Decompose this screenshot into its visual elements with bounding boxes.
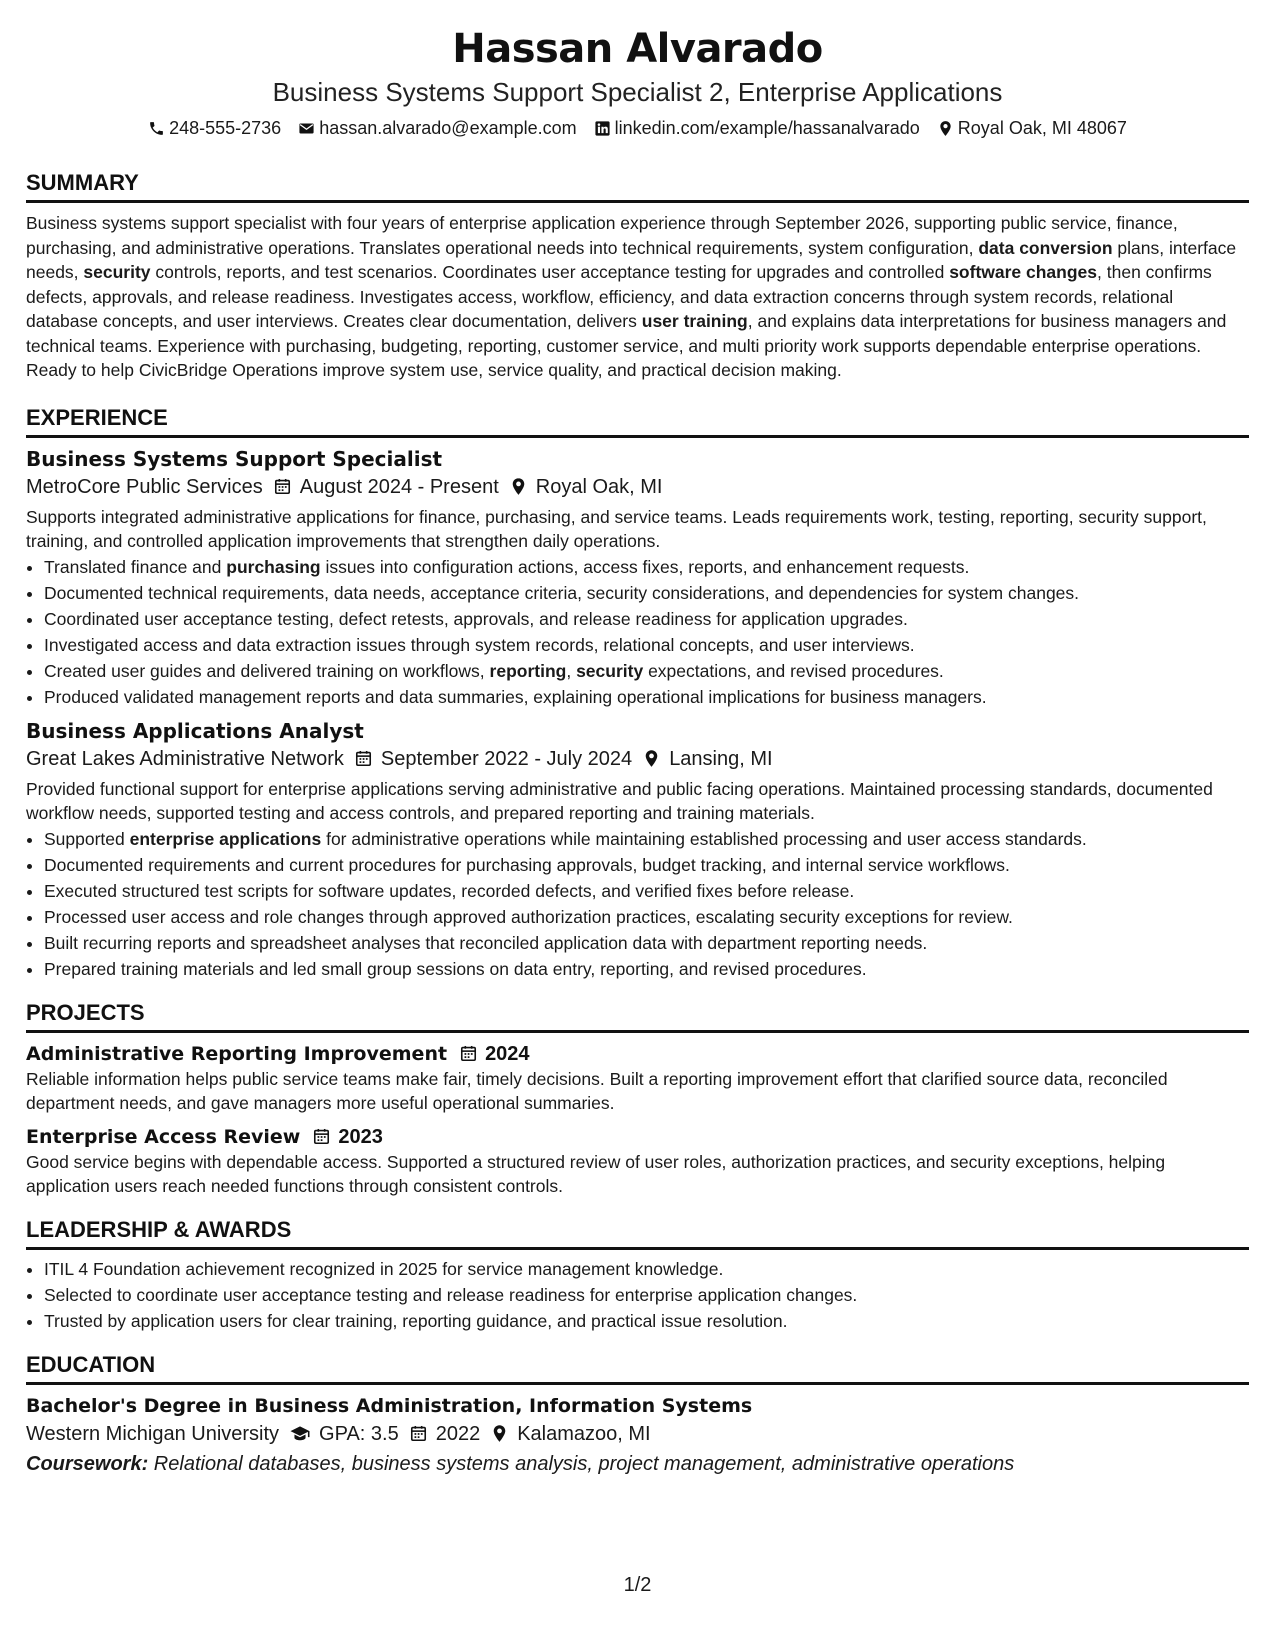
job-bullet: • Investigated access and data extraction issues through system records, relational concepts, and user interviews. (44, 632, 1249, 658)
job-bullet: • Documented technical requirements, data needs, acceptance criteria, security considerations, and dependencies for system changes. (44, 580, 1249, 606)
bullet-text: , (566, 660, 577, 681)
job-bullet: • Coordinated user acceptance testing, defect retests, approvals, and release readiness for application upgrades. (44, 606, 1249, 632)
experience-heading: EXPERIENCE (26, 405, 1249, 438)
leadership-item: • Selected to coordinate user acceptance testing and release readiness for enterprise application changes. (44, 1282, 1249, 1308)
leadership-list (26, 1256, 1249, 1334)
summary-part: , then confirms defects, approvals, and release readiness. Investigates access, workflow, efficiency, and data extraction concerns through system records, relational database concepts, and user interviews. Creates clear documentation, delivers (26, 262, 1212, 331)
education-heading: EDUCATION (26, 1352, 1249, 1385)
bullet-keyword: enterprise applications (129, 828, 322, 849)
contact-linkedin[interactable] (594, 116, 920, 140)
company-name: Great Lakes Administrative Network (26, 747, 344, 770)
job-meta (26, 744, 1249, 774)
leadership-item: • ITIL 4 Foundation achievement recognized in 2025 for service management knowledge. (44, 1256, 1249, 1282)
linkedin-text[interactable]: linkedin.com/example/hassanalvarado (614, 118, 920, 138)
bullet-text: expectations, and revised procedures. (643, 660, 944, 681)
job-description: Supports integrated administrative applications for finance, purchasing, and service teams. Leads requirements work, testing, reporting, security support, training, and controlled application improvements that strengthen daily operations. (26, 506, 1207, 551)
education-section (26, 1352, 1249, 1479)
job-title: Business Systems Support Specialist (26, 446, 443, 471)
education-meta (26, 1419, 1249, 1449)
gpa-text: GPA: 3.5 (319, 1422, 399, 1445)
bullet-keyword: purchasing (226, 556, 321, 577)
leadership-heading: LEADERSHIP & AWARDS (26, 1217, 1249, 1250)
job-bullet (44, 658, 1249, 684)
project-year-text: 2024 (485, 1042, 530, 1065)
bullet-text: issues into configuration actions, access fixes, reports, and enhancement requests. (320, 556, 970, 577)
graduation-cap-icon (289, 1424, 311, 1443)
summary-part: controls, reports, and test scenarios. Coordinates user acceptance testing for upgrades and controlled (150, 262, 950, 282)
phone-text: 248-555-2736 (169, 118, 282, 138)
school-name: Western Michigan University (26, 1422, 280, 1445)
page-number: 1/2 (623, 1574, 652, 1596)
contact-phone (148, 116, 281, 140)
job-bullets (26, 826, 1249, 982)
resume-header (26, 24, 1249, 140)
calendar-icon (273, 477, 292, 496)
coursework-text: Relational databases, business systems analysis, project management, administrative operations (148, 1452, 1015, 1475)
location-text: Royal Oak, MI 48067 (957, 118, 1127, 138)
summary-keyword: data conversion (978, 237, 1113, 258)
coursework (26, 1449, 1249, 1479)
job-location-text: Royal Oak, MI (535, 475, 663, 498)
job-bullet: • Executed structured test scripts for software updates, recorded defects, and verified fixes before release. (44, 878, 1249, 904)
leadership-item: • Trusted by application users for clear training, reporting guidance, and practical issue resolution. (44, 1308, 1249, 1334)
education-year (409, 1419, 481, 1449)
bullet-text: for administrative operations while maintaining established processing and user access standards. (321, 828, 1087, 849)
project-year (312, 1124, 383, 1150)
job-meta (26, 472, 1249, 502)
project-title: Administrative Reporting Improvement (26, 1042, 448, 1065)
project-title-row (26, 1041, 1249, 1067)
summary-part: Business systems support specialist with four years of enterprise application experience through September 2026, supporting public service, finance, purchasing, and administrative operations. Translates operational needs into technical requirements, system configuration, (26, 213, 1178, 258)
summary-keyword: user training (641, 311, 748, 331)
bullet-keyword: reporting (489, 660, 567, 681)
map-pin-icon (937, 120, 954, 137)
summary-part: , and explains data interpretations for business managers and technical teams. Experience with purchasing, budgeting, reporting, customer service, and multi priority work supports dependable enterprise operations. Ready to help CivicBridge Operations improve system use, service quality, and practical decision making. (26, 311, 1227, 380)
education-gpa (289, 1419, 399, 1449)
contact-email[interactable] (298, 116, 576, 140)
email-text[interactable]: hassan.alvarado@example.com (319, 118, 577, 138)
calendar-icon (312, 1127, 331, 1146)
summary-keyword: software changes (949, 262, 1098, 282)
envelope-icon (298, 120, 315, 137)
job-dates (273, 472, 499, 502)
job-bullet: • Produced validated management reports and data summaries, explaining operational implications for business managers. (44, 684, 1249, 710)
calendar-icon (354, 749, 373, 768)
job-dates (354, 744, 632, 774)
map-pin-icon (642, 749, 661, 768)
calendar-icon (409, 1424, 428, 1443)
job-title: Business Applications Analyst (26, 718, 364, 743)
job-description: Provided functional support for enterprise applications serving administrative and public facing operations. Maintained processing standards, documented workflow needs, supported testing and access controls, and prepared reporting and training materials. (26, 778, 1213, 823)
education-year-text: 2022 (435, 1422, 481, 1445)
job-bullet: • Prepared training materials and led small group sessions on data entry, reporting, and revised procedures. (44, 956, 1249, 982)
phone-icon (148, 120, 165, 137)
bullet-text: Supported (44, 828, 130, 849)
summary-part: plans, interface needs, (26, 237, 1237, 282)
project-description: Good service begins with dependable access. Supported a structured review of user roles, authorization practices, and security exceptions, helping application users reach needed functions through consistent controls. (26, 1151, 1166, 1196)
job-bullet (44, 826, 1249, 852)
job-location (509, 472, 663, 502)
project-title-row (26, 1124, 1249, 1150)
projects-section (26, 1000, 1249, 1199)
map-pin-icon (490, 1424, 509, 1443)
project-title: Enterprise Access Review (26, 1125, 301, 1148)
job-bullet: • Processed user access and role changes through approved authorization practices, escalating security exceptions for review. (44, 904, 1249, 930)
job-location (642, 744, 772, 774)
projects-heading: PROJECTS (26, 1000, 1249, 1033)
experience-entry (26, 718, 1249, 982)
bullet-text: Translated finance and (44, 556, 227, 577)
job-bullets (26, 554, 1249, 710)
project-entry (26, 1041, 1249, 1116)
project-entry (26, 1124, 1249, 1199)
job-bullet: • Documented requirements and current procedures for purchasing approvals, budget tracking, and internal service workflows. (44, 852, 1249, 878)
education-location-text: Kalamazoo, MI (517, 1422, 651, 1445)
bullet-text: Created user guides and delivered training on workflows, (44, 660, 490, 681)
job-dates-text: September 2022 - July 2024 (380, 747, 633, 770)
summary-text (26, 211, 1249, 383)
job-location-text: Lansing, MI (669, 747, 773, 770)
map-pin-icon (509, 477, 528, 496)
summary-section (26, 170, 1249, 383)
summary-heading: SUMMARY (26, 170, 1249, 203)
project-year-text: 2023 (338, 1125, 383, 1148)
leadership-section (26, 1217, 1249, 1334)
contact-location (937, 116, 1127, 140)
experience-section (26, 405, 1249, 982)
contact-bar (26, 116, 1249, 140)
job-bullet (44, 554, 1249, 580)
project-year (459, 1041, 530, 1067)
candidate-name: Hassan Alvarado (452, 26, 823, 72)
summary-keyword: security (83, 262, 151, 282)
degree-title: Bachelor's Degree in Business Administration, Information Systems (26, 1394, 753, 1417)
coursework-label: Coursework: (26, 1452, 149, 1475)
calendar-icon (459, 1044, 478, 1063)
education-location (490, 1419, 650, 1449)
candidate-headline: Business Systems Support Specialist 2, Enterprise Applications (272, 77, 1003, 107)
job-dates-text: August 2024 - Present (299, 475, 499, 498)
job-bullet: • Built recurring reports and spreadsheet analyses that reconciled application data with department reporting needs. (44, 930, 1249, 956)
bullet-keyword: security (576, 660, 644, 681)
linkedin-icon (594, 120, 611, 137)
project-description: Reliable information helps public service teams make fair, timely decisions. Built a reporting improvement effort that clarified source data, reconciled department needs, and gave managers more useful operational summaries. (26, 1068, 1168, 1113)
company-name: MetroCore Public Services (26, 475, 263, 498)
experience-entry (26, 446, 1249, 710)
